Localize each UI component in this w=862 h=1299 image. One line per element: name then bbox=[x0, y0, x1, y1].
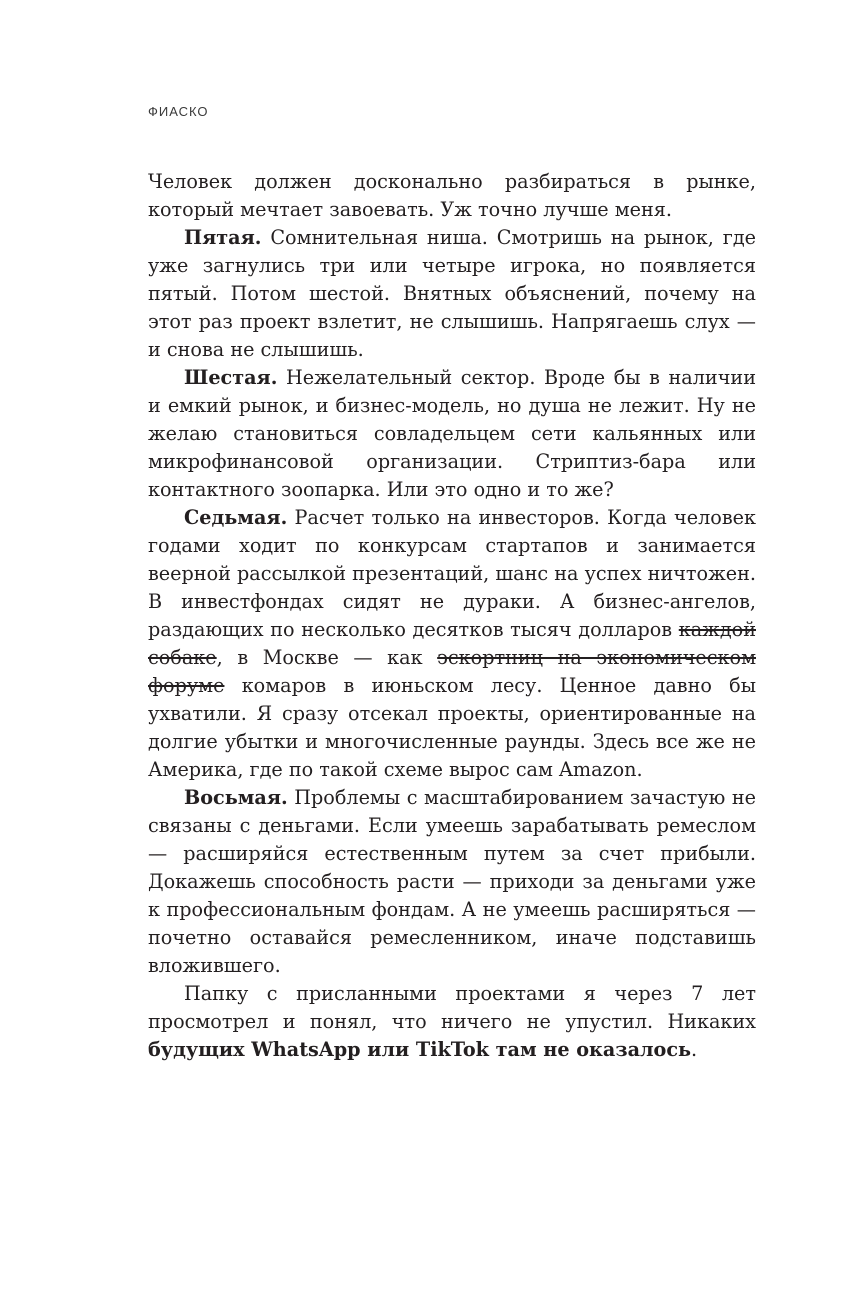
paragraph-end: . bbox=[691, 1038, 698, 1061]
paragraph-lead: Восьмая. bbox=[184, 786, 288, 809]
strikethrough-text: эскортниц на экономическом форуме bbox=[148, 646, 756, 697]
paragraph-text: комаров в июньском лесу. Ценное давно бы ухватили. Я сразу отсекал проекты, ориентированные на долгие убытки и многочисленные раунды. Здесь все же не Америка, где по такой схеме вырос сам Amazon. bbox=[148, 674, 756, 781]
paragraph-text: Проблемы с масштабированием зачастую не связаны с деньгами. Если умеешь зарабатывать ремеслом — расширяйся естественным путем за счет прибыли. Докажешь способность расти — приходи за деньгами уже к профессиональным фондам. А не умеешь расширяться — почетно оставайся ремесленником, иначе подставишь вложившего. bbox=[148, 786, 756, 977]
paragraph-text: , в Москве — как bbox=[216, 646, 438, 669]
paragraph-sixth bbox=[148, 364, 756, 504]
paragraph-text: Расчет только на инвесторов. Когда человек годами ходит по конкурсам стартапов и занимается веерной рассылкой презентаций, шанс на успех ничтожен. В инвестфондах сидят не дураки. А бизнес-ангелов, раздающих по несколько десятков тысяч долларов bbox=[148, 506, 756, 641]
paragraph-text: Сомнительная ниша. Смотришь на рынок, где уже загнулись три или четыре игрока, но появляется пятый. Потом шестой. Внятных объяснений, почему на этот раз проект взлетит, не слышишь. Напрягаешь слух — и снова не слышишь. bbox=[148, 226, 756, 361]
running-head: ФИАСКО bbox=[148, 104, 209, 119]
paragraph-0 bbox=[148, 168, 756, 224]
paragraph-text: Человек должен досконально разбираться в рынке, который мечтает завоевать. Уж точно лучше меня. bbox=[148, 170, 756, 221]
bold-emphasis: будущих WhatsApp или TikTok там не оказалось bbox=[148, 1038, 692, 1061]
paragraph-text: Папку с присланными проектами я через 7 лет просмотрел и понял, что ничего не упустил. Никаких bbox=[148, 982, 756, 1033]
paragraph-fifth bbox=[148, 224, 756, 364]
paragraph-lead: Седьмая. bbox=[184, 506, 288, 529]
paragraph-text: Нежелательный сектор. Вроде бы в наличии и емкий рынок, и бизнес-модель, но душа не лежит. Ну не желаю становиться совладельцем сети кальянных или микрофинансовой организации. Стриптиз-бара или контактного зоопарка. Или это одно и то же? bbox=[148, 366, 756, 501]
paragraph-lead: Пятая. bbox=[184, 226, 262, 249]
body-text bbox=[148, 168, 756, 1064]
strikethrough-text: каждой собаке bbox=[148, 618, 756, 669]
paragraph-eighth bbox=[148, 784, 756, 980]
paragraph-seventh bbox=[148, 504, 756, 784]
paragraph-closing bbox=[148, 980, 756, 1064]
paragraph-lead: Шестая. bbox=[184, 366, 278, 389]
